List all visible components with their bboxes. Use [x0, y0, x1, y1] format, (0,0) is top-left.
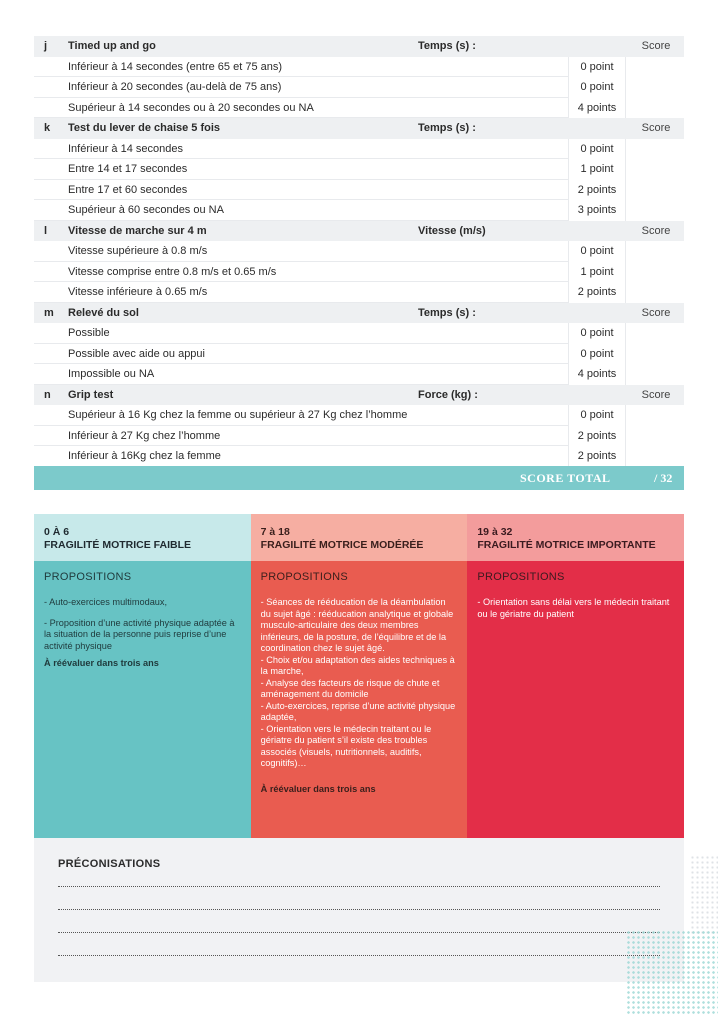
propositions-list — [44, 597, 241, 652]
proposition-item: - Analyse des facteurs de risque de chute et aménagement du domicile — [260, 677, 440, 699]
test-name: Vitesse de marche sur 4 m — [68, 224, 207, 237]
option-label: Impossible ou NA — [68, 368, 155, 380]
writing-line[interactable] — [58, 909, 660, 910]
proposition-item: - Choix et/ou adaptation des aides techniques à la marche, — [260, 654, 455, 676]
option-label: Inférieur à 16Kg chez la femme — [68, 450, 221, 462]
score-column-label: Score — [641, 40, 671, 53]
score-cell[interactable] — [626, 200, 684, 221]
option-points: 2 points — [568, 282, 626, 303]
category-range: 7 à 18 — [260, 526, 290, 538]
option-label: Inférieur à 27 Kg chez l’homme — [68, 429, 221, 442]
category-high — [467, 514, 684, 838]
category-title: FRAGILITÉ MOTRICE FAIBLE — [44, 539, 191, 551]
test-header-row — [34, 118, 684, 139]
option-points: 1 point — [568, 262, 626, 283]
score-cell[interactable] — [626, 139, 684, 160]
option-points: 0 point — [568, 344, 626, 365]
score-total-bar — [34, 466, 684, 490]
test-measure-label: Temps (s) : — [418, 40, 476, 53]
option-label: Inférieur à 14 secondes — [68, 142, 183, 155]
score-cell[interactable] — [626, 364, 684, 385]
category-header — [251, 514, 468, 561]
score-cell[interactable] — [626, 323, 684, 344]
test-letter: n — [44, 388, 51, 401]
option-points: 0 point — [568, 405, 626, 426]
option-row — [34, 426, 684, 447]
test-letter: m — [44, 306, 54, 319]
option-label: Inférieur à 14 secondes (entre 65 et 75 ans) — [68, 60, 283, 73]
option-row — [34, 405, 684, 426]
option-label: Entre 17 et 60 secondes — [68, 183, 188, 196]
test-header-row — [34, 385, 684, 406]
proposition-item: - Orientation vers le médecin traitant ou le gériatre du patient s’il existe des troubles associés (visuels, nutritionnels, auditifs, cognitifs)… — [260, 723, 432, 768]
propositions-heading: PROPOSITIONS — [260, 571, 349, 583]
option-points: 0 point — [568, 57, 626, 78]
score-column-label: Score — [641, 224, 671, 237]
option-label: Entre 14 et 17 secondes — [68, 163, 188, 175]
writing-line[interactable] — [58, 886, 660, 887]
option-label: Vitesse supérieure à 0.8 m/s — [68, 245, 208, 257]
score-cell[interactable] — [626, 241, 684, 262]
score-cell[interactable] — [626, 262, 684, 283]
category-moderate — [251, 514, 468, 838]
option-row — [34, 200, 684, 221]
score-cell[interactable] — [626, 426, 684, 447]
frailty-categories — [34, 514, 684, 838]
writing-line[interactable] — [58, 955, 660, 956]
category-body — [251, 561, 468, 794]
option-points: 1 point — [568, 159, 626, 180]
writing-line[interactable] — [58, 932, 660, 933]
option-row — [34, 241, 684, 262]
score-cell[interactable] — [626, 180, 684, 201]
option-points: 2 points — [568, 426, 626, 447]
category-header — [467, 514, 684, 561]
option-row — [34, 344, 684, 365]
score-cell[interactable] — [626, 98, 684, 119]
proposition-item: - Orientation sans délai vers le médecin traitant ou le gériatre du patient — [477, 597, 670, 619]
option-row — [34, 446, 684, 467]
reevaluation-note: À réévaluer dans trois ans — [44, 658, 159, 668]
propositions-heading: PROPOSITIONS — [477, 571, 565, 583]
option-points: 4 points — [568, 98, 626, 119]
option-label: Supérieur à 14 secondes ou à 20 secondes ou NA — [68, 101, 314, 114]
option-row — [34, 57, 684, 78]
category-range: 0 À 6 — [44, 526, 70, 538]
option-label: Supérieur à 60 secondes ou NA — [68, 204, 224, 216]
category-header — [34, 514, 251, 561]
score-cell[interactable] — [626, 282, 684, 303]
test-measure-label: Temps (s) : — [418, 306, 476, 319]
option-row — [34, 139, 684, 160]
proposition-item: - Proposition d’une activité physique adaptée à la situation de la personne puis reprise d’une activité physique — [44, 617, 235, 651]
option-points: 4 points — [568, 364, 626, 385]
option-row — [34, 323, 684, 344]
option-row — [34, 98, 684, 119]
score-cell[interactable] — [626, 57, 684, 78]
preconisations-title: PRÉCONISATIONS — [58, 858, 161, 870]
option-points: 0 point — [568, 139, 626, 160]
score-cell[interactable] — [626, 405, 684, 426]
option-row — [34, 180, 684, 201]
decorative-dot-pattern — [690, 855, 718, 935]
option-row — [34, 364, 684, 385]
category-title: FRAGILITÉ MOTRICE IMPORTANTE — [477, 539, 656, 551]
score-cell[interactable] — [626, 159, 684, 180]
proposition-item: - Auto-exercices, reprise d’une activité physique adaptée, — [260, 700, 456, 722]
option-row — [34, 282, 684, 303]
category-low — [34, 514, 251, 838]
score-total-max: / 32 — [654, 471, 673, 485]
test-letter: k — [44, 122, 51, 135]
proposition-item: - Auto-exercices multimodaux, — [44, 597, 168, 607]
test-letter: l — [44, 224, 48, 237]
test-measure-label: Force (kg) : — [418, 388, 478, 401]
option-row — [34, 262, 684, 283]
proposition-item: - Séances de rééducation de la déambulation du sujet âgé : rééducation analytique et globale musculo-articulaire des deux membres inférieurs, de la posture, de l’équilibre et de la coordination chez le sujet âgé. — [260, 597, 454, 653]
test-measure-label: Temps (s) : — [418, 122, 476, 135]
option-points: 0 point — [568, 77, 626, 98]
score-total-label: SCORE TOTAL — [520, 471, 611, 485]
option-label: Supérieur à 16 Kg chez la femme ou supérieur à 27 Kg chez l’homme — [68, 409, 408, 421]
option-points: 0 point — [568, 323, 626, 344]
test-name: Grip test — [68, 388, 114, 401]
preconisations-box — [34, 838, 684, 982]
score-cell[interactable] — [626, 77, 684, 98]
option-label: Inférieur à 20 secondes (au-delà de 75 ans) — [68, 81, 282, 93]
reevaluation-note: À réévaluer dans trois ans — [260, 783, 376, 794]
option-label: Vitesse comprise entre 0.8 m/s et 0.65 m/s — [68, 265, 277, 278]
test-letter: j — [44, 40, 48, 53]
option-row — [34, 77, 684, 98]
option-label: Possible — [68, 327, 110, 339]
propositions-list — [261, 597, 458, 770]
score-cell[interactable] — [626, 446, 684, 467]
score-column-label: Score — [641, 122, 671, 135]
test-name: Test du lever de chaise 5 fois — [68, 122, 221, 135]
option-points: 2 points — [568, 180, 626, 201]
score-column-label: Score — [641, 306, 671, 319]
propositions-list — [477, 597, 674, 620]
test-measure-label: Vitesse (m/s) — [418, 224, 486, 237]
test-header-row — [34, 221, 684, 242]
category-title: FRAGILITÉ MOTRICE MODÉRÉE — [260, 539, 424, 551]
category-body — [34, 561, 251, 668]
option-label: Possible avec aide ou appui — [68, 347, 205, 360]
decorative-dot-pattern — [626, 930, 718, 1016]
option-points: 0 point — [568, 241, 626, 262]
category-body — [467, 561, 684, 620]
category-range: 19 à 32 — [477, 526, 513, 538]
score-cell[interactable] — [626, 344, 684, 365]
test-header-row — [34, 303, 684, 324]
test-name: Relevé du sol — [68, 306, 139, 319]
option-row — [34, 159, 684, 180]
option-points: 3 points — [568, 200, 626, 221]
test-header-row — [34, 36, 684, 57]
option-points: 2 points — [568, 446, 626, 467]
propositions-heading: PROPOSITIONS — [44, 571, 132, 583]
test-name: Timed up and go — [68, 40, 156, 53]
tests-table — [34, 36, 684, 467]
score-column-label: Score — [641, 388, 671, 401]
option-label: Vitesse inférieure à 0.65 m/s — [68, 286, 208, 298]
